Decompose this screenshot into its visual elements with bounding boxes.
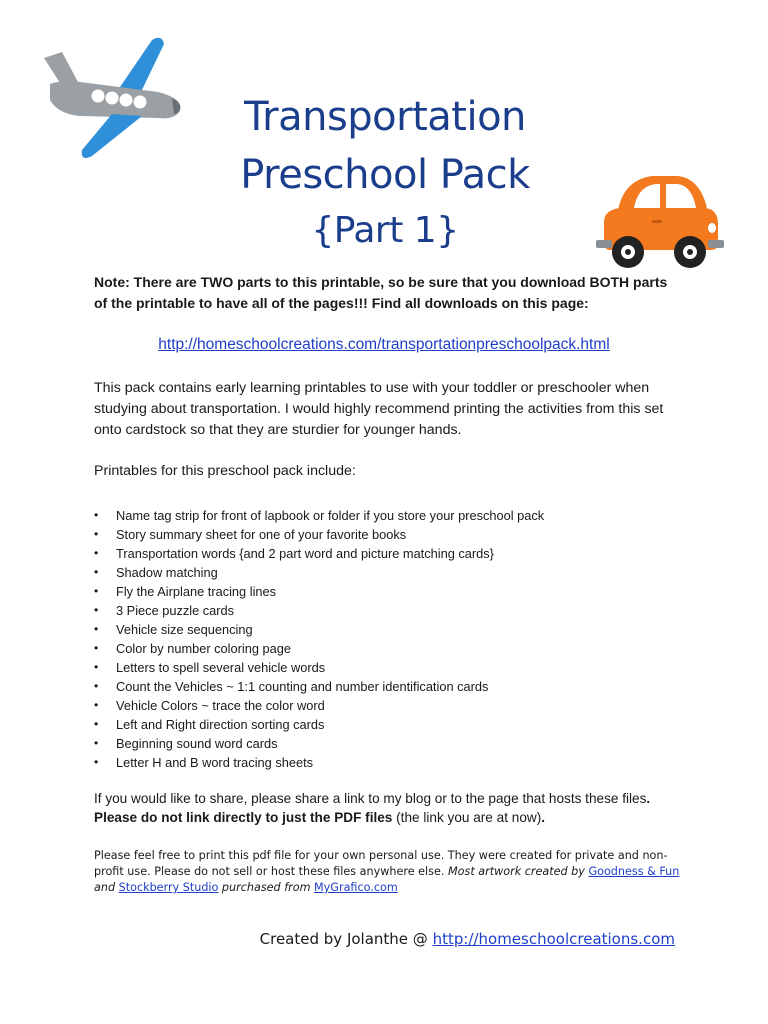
footer-credit: [150, 930, 675, 948]
list-item: • Shadow matching: [94, 563, 694, 582]
list-item: • Transportation words {and 2 part word and picture matching cards}: [94, 544, 694, 563]
printables-list: [94, 506, 694, 772]
list-item: • 3 Piece puzzle cards: [94, 601, 694, 620]
list-item: • Letters to spell several vehicle words: [94, 658, 694, 677]
usage-text: Please feel free to print this pdf file for your own personal use. They were created for private and non-profit use. Please do not sell or host these files anywhere else.: [94, 849, 668, 878]
list-item: • Letter H and B word tracing sheets: [94, 753, 694, 772]
intro-paragraph: This pack contains early learning printables to use with your toddler or preschooler when studying about transportation. I would highly recommend printing the activities from this set onto cardstock so that they are sturdier for younger hands.: [94, 380, 664, 438]
artist-link-stockberry[interactable]: Stockberry Studio: [118, 881, 219, 894]
list-item: • Count the Vehicles ~ 1:1 counting and number identification cards: [94, 677, 694, 696]
footer-prefix: Created by Jolanthe @: [259, 930, 433, 948]
share-text: If you would like to share, please share a link to my blog or to the page that hosts these files: [94, 791, 647, 806]
list-item: • Color by number coloring page: [94, 639, 694, 658]
title-line-2: Preschool Pack: [240, 152, 530, 198]
title-line-1: Transportation: [244, 94, 526, 140]
share-warning: . Please do not link directly to just the PDF files: [94, 791, 651, 825]
list-item: • Beginning sound word cards: [94, 734, 694, 753]
shop-link-mygrafico[interactable]: MyGrafico.com: [314, 881, 398, 894]
list-item: • Vehicle Colors ~ trace the color word: [94, 696, 694, 715]
usage-paragraph: [94, 848, 684, 896]
credit-prefix: Most artwork created by: [448, 865, 589, 878]
credit-purchased: purchased from: [218, 881, 315, 894]
list-item: • Name tag strip for front of lapbook or folder if you store your preschool pack: [94, 506, 694, 525]
share-paragraph: [94, 789, 684, 827]
share-period: .: [541, 810, 546, 825]
list-item: • Left and Right direction sorting cards: [94, 715, 694, 734]
list-item: • Vehicle size sequencing: [94, 620, 694, 639]
list-item: • Fly the Airplane tracing lines: [94, 582, 694, 601]
download-page-link[interactable]: http://homeschoolcreations.com/transportationpreschoolpack.html: [158, 336, 610, 353]
credit-and: and: [94, 881, 119, 894]
share-note: (the link you are at now): [392, 810, 542, 825]
title-line-3: {Part 1}: [311, 210, 459, 251]
download-note: Note: There are TWO parts to this printable, so be sure that you download BOTH parts of the printable to have all of the pages!!! Find all downloads on this page:: [94, 274, 668, 311]
list-item: • Story summary sheet for one of your favorite books: [94, 525, 694, 544]
artist-link-goodness-fun[interactable]: Goodness & Fun: [588, 865, 680, 878]
footer-link[interactable]: http://homeschoolcreations.com: [432, 930, 675, 948]
printables-heading: Printables for this preschool pack include:: [94, 463, 356, 479]
